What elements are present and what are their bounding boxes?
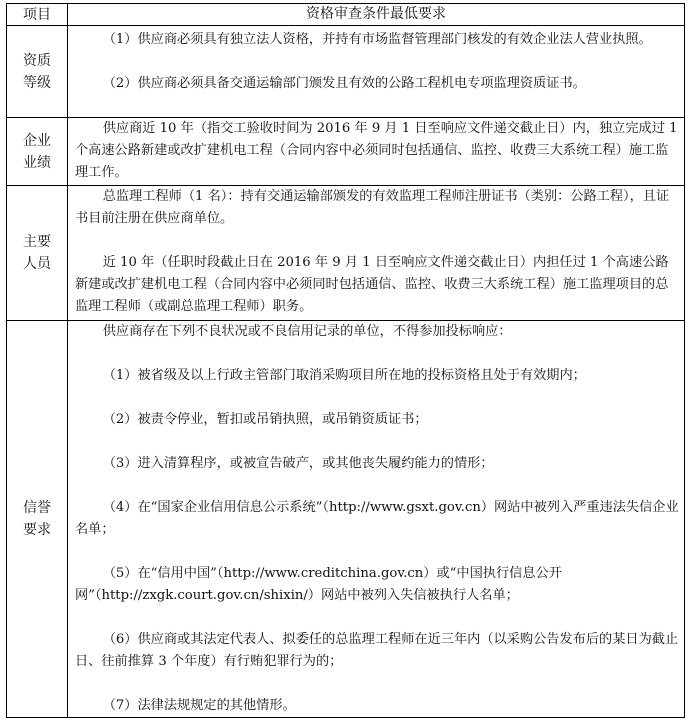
- category-line: 企业: [23, 132, 51, 149]
- category-line: 要求: [23, 522, 51, 538]
- category-cell: [7, 321, 68, 718]
- requirement-paragraph: （6）供应商或其法定代表人、拟委任的总监理工程师在近三年内（以采购公告发布后的某日为截止日、往前推算 3 个年度）有行贿犯罪行为的；: [75, 632, 679, 669]
- requirement-paragraph: 总监理工程师（1 名）：持有交通运输部颁发的有效监理工程师注册证书（类别：公路工程），且证书目前注册在供应商单位。: [75, 189, 670, 226]
- requirement-paragraph: （1）供应商必须具有独立法人资格，并持有市场监督管理部门核发的有效企业法人营业执照。: [102, 32, 652, 47]
- category-line: 信誉: [23, 500, 51, 516]
- requirement-paragraph: （7）法律法规规定的其他情形。: [102, 698, 296, 713]
- header-item: 项目: [7, 4, 68, 26]
- qualification-table: [6, 3, 685, 718]
- requirement-paragraph: （2）被责令停业，暂扣或吊销执照，或吊销资质证书；: [102, 412, 428, 427]
- category-line: 业绩: [23, 154, 51, 171]
- requirement-paragraph: 近 10 年（任职时段截止日在 2016 年 9 月 1 日至响应文件递交截止日）内担任过 1 个高速公路新建或改扩建机电工程（合同内容中必须同时包括通信、监控、收费三大系统工程）施工监理项目的总监理工程师（或副总监理工程师）职务。: [75, 255, 669, 314]
- table-row-credit: [7, 321, 685, 718]
- requirement-cell: [68, 321, 685, 718]
- category-line: 主要: [23, 234, 51, 250]
- category-line: 等级: [23, 74, 51, 91]
- requirement-paragraph: （1）被省级及以上行政主管部门取消采购项目所在地的投标资格且处于有效期内；: [102, 368, 586, 383]
- requirement-paragraph: （2）供应商必须具备交通运输部门颁发且有效的公路工程机电专项监理资质证书。: [102, 76, 586, 91]
- category-cell: [7, 118, 68, 186]
- requirement-cell: [68, 26, 685, 118]
- table-row-qualification-level: [7, 26, 685, 118]
- table-row-key-personnel: [7, 186, 685, 321]
- requirement-paragraph: 供应商存在下列不良状况或不良信用记录的单位，不得参加投标响应：: [102, 324, 512, 339]
- header-requirement: 资格审查条件最低要求: [68, 4, 685, 26]
- table-row-performance: [7, 118, 685, 186]
- requirement-paragraph: （5）在“信用中国”（http://www.creditchina.gov.cn）或“中国执行信息公开网”（http://zxgk.court.gov.cn/shixin/）网站中被列入失信被执行人名单；: [75, 566, 562, 603]
- requirement-cell: [68, 186, 685, 321]
- table-header-row: [7, 4, 685, 26]
- requirement-paragraph: （3）进入清算程序，或被宣告破产，或其他丧失履约能力的情形；: [102, 456, 494, 471]
- requirement-paragraph: 供应商近 10 年（指交工验收时间为 2016 年 9 月 1 日至响应文件递交截止日）内，独立完成过 1 个高速公路新建或改扩建机电工程（合同内容中必须同时包括通信、监控、收费三大系统工程）施工监理工作。: [75, 121, 678, 180]
- requirement-paragraph: （4）在“国家企业信用信息公示系统”（http://www.gsxt.gov.cn）网站中被列入严重违法失信企业名单；: [75, 500, 679, 537]
- category-line: 人员: [23, 256, 51, 272]
- category-cell: [7, 26, 68, 118]
- requirement-cell: [68, 118, 685, 186]
- category-line: 资质: [23, 52, 51, 69]
- category-cell: [7, 186, 68, 321]
